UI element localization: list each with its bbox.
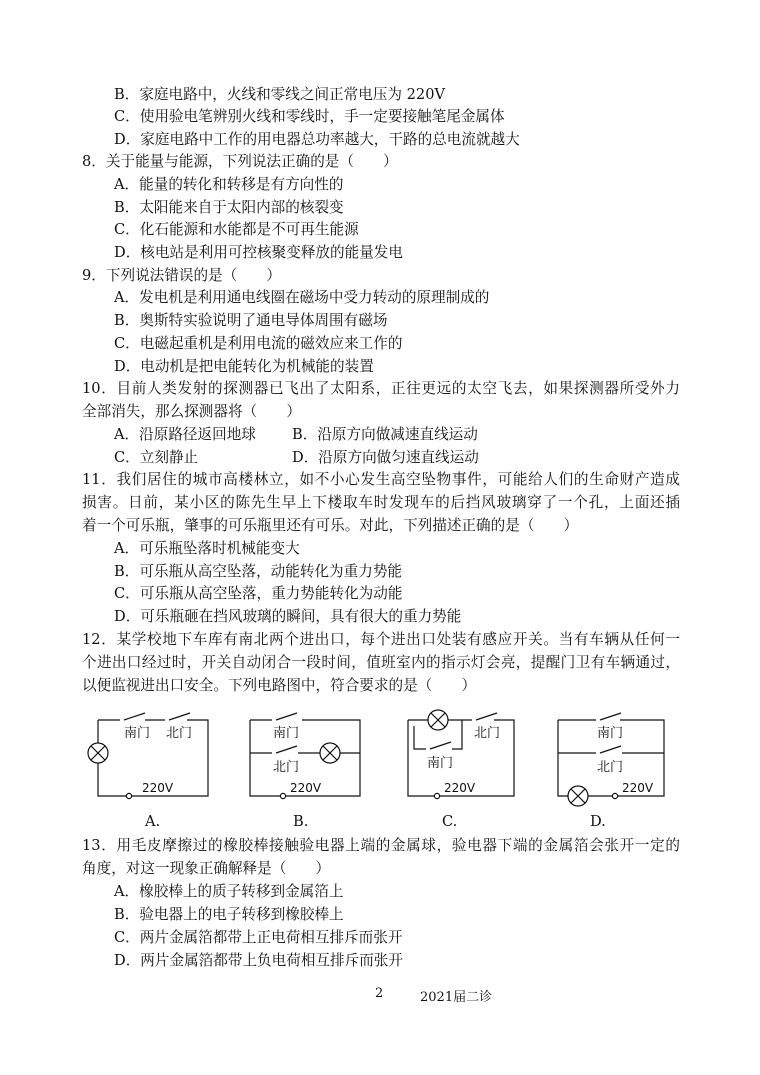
- q8-option-c: C．化石能源和水能都是不可再生能源: [114, 221, 359, 238]
- circuit-b-caption: B.: [293, 813, 309, 830]
- q8-stem: 8．关于能量与能源，下列说法正确的是（ ）: [82, 153, 398, 170]
- q13-stem-line2: 角度，对这一现象正确解释是（ ）: [82, 860, 331, 877]
- circuit-a-south-label: 南门: [124, 726, 151, 741]
- circuit-b-voltage-label: 220V: [290, 781, 322, 795]
- q11-option-a: A．可乐瓶坠落时机械能变大: [114, 540, 300, 557]
- q7-option-c: C．使用验电笔辨别火线和零线时，手一定要接触笔尾金属体: [114, 108, 505, 125]
- q7-option-b: B．家庭电路中，火线和零线之间正常电压为 220V: [114, 86, 446, 103]
- q12-stem-line3: 以便监视进出口安全。下列电路图中，符合要求的是（ ）: [82, 677, 477, 694]
- circuit-b-north-label: 北门: [273, 760, 300, 775]
- q10-option-a: A．沿原路径返回地球: [114, 426, 256, 443]
- q8-option-a: A．能量的转化和转移是有方向性的: [114, 176, 344, 193]
- q10-option-b: B．沿原方向做减速直线运动: [292, 426, 478, 443]
- q11-option-d: D．可乐瓶砸在挡风玻璃的瞬间，具有很大的重力势能: [114, 608, 462, 625]
- circuit-d-voltage-label: 220V: [622, 781, 654, 795]
- q11-option-b: B．可乐瓶从高空坠落，动能转化为重力势能: [114, 563, 403, 580]
- circuit-c-south-label: 南门: [427, 756, 454, 771]
- circuit-b: [250, 713, 360, 799]
- page-number: 2: [375, 986, 384, 1001]
- q9-option-d: D．电动机是把电能转化为机械能的装置: [114, 358, 374, 375]
- circuit-c-caption: C.: [442, 813, 458, 830]
- circuit-c-voltage-label: 220V: [444, 781, 476, 795]
- circuit-a-voltage-label: 220V: [142, 781, 174, 795]
- q11-stem-line1: 11．我们居住的城市高楼林立，如不小心发生高空坠物事件，可能给人们的生命财产造成: [82, 471, 680, 488]
- circuit-c: [408, 710, 514, 799]
- q12-stem-line2: 个进出口经过时，开关自动闭合一段时间，值班室内的指示灯会亮，提醒门卫有车辆通过，: [82, 654, 680, 671]
- q11-stem-line3: 着一个可乐瓶，肇事的可乐瓶里还有可乐。对此，下列描述正确的是（ ）: [82, 517, 579, 534]
- q9-option-b: B．奥斯特实验说明了通电导体周围有磁场: [114, 312, 388, 329]
- q10-option-c: C．立刻静止: [114, 449, 199, 466]
- q13-option-b: B．验电器上的电子转移到橡胶棒上: [114, 906, 344, 923]
- q13-stem-line1: 13．用毛皮摩擦过的橡胶棒接触验电器上端的金属球，验电器下端的金属箔会张开一定的: [82, 837, 680, 854]
- circuit-d: [558, 713, 664, 806]
- q9-option-a: A．发电机是利用通电线圈在磁场中受力转动的原理制成的: [114, 289, 490, 306]
- q10-stem-line2: 全部消失，那么探测器将（ ）: [82, 403, 301, 420]
- q8-option-d: D．核电站是利用可控核聚变释放的能量发电: [114, 244, 403, 261]
- circuit-d-caption: D.: [590, 813, 606, 830]
- circuit-a-north-label: 北门: [166, 726, 193, 741]
- q7-option-d: D．家庭电路中工作的用电器总功率越大，干路的总电流就越大: [114, 131, 520, 148]
- circuit-b-south-label: 南门: [273, 726, 300, 741]
- q13-option-c: C．两片金属箔都带上正电荷相互排斥而张开: [114, 929, 403, 946]
- q12-stem-line1: 12．某学校地下车库有南北两个进出口，每个进出口处装有感应开关。当有车辆从任何一: [82, 631, 680, 648]
- q9-stem: 9．下列说法错误的是（ ）: [82, 267, 282, 284]
- circuit-d-north-label: 北门: [597, 760, 624, 775]
- q10-stem-line1: 10．目前人类发射的探测器已飞出了太阳系，正往更远的太空飞去，如果探测器所受外力: [82, 380, 680, 397]
- circuit-c-north-label: 北门: [474, 726, 501, 741]
- q11-option-c: C．可乐瓶从高空坠落，重力势能转化为动能: [114, 585, 403, 602]
- q9-option-c: C．电磁起重机是利用电流的磁效应来工作的: [114, 335, 403, 352]
- circuit-a-caption: A.: [145, 813, 161, 830]
- circuit-a: [88, 713, 208, 799]
- q10-option-d: D．沿原方向做匀速直线运动: [292, 449, 479, 466]
- exam-name: 2021届二诊: [420, 990, 493, 1005]
- q11-stem-line2: 损害。日前，某小区的陈先生早上下楼取车时发现车的后挡风玻璃穿了一个孔，上面还插: [82, 494, 680, 511]
- q8-option-b: B．太阳能来自于太阳内部的核裂变: [114, 199, 344, 216]
- q13-option-d: D．两片金属箔都带上负电荷相互排斥而张开: [114, 952, 403, 969]
- q13-option-a: A．橡胶棒上的质子转移到金属箔上: [114, 883, 344, 900]
- circuit-d-south-label: 南门: [597, 726, 624, 741]
